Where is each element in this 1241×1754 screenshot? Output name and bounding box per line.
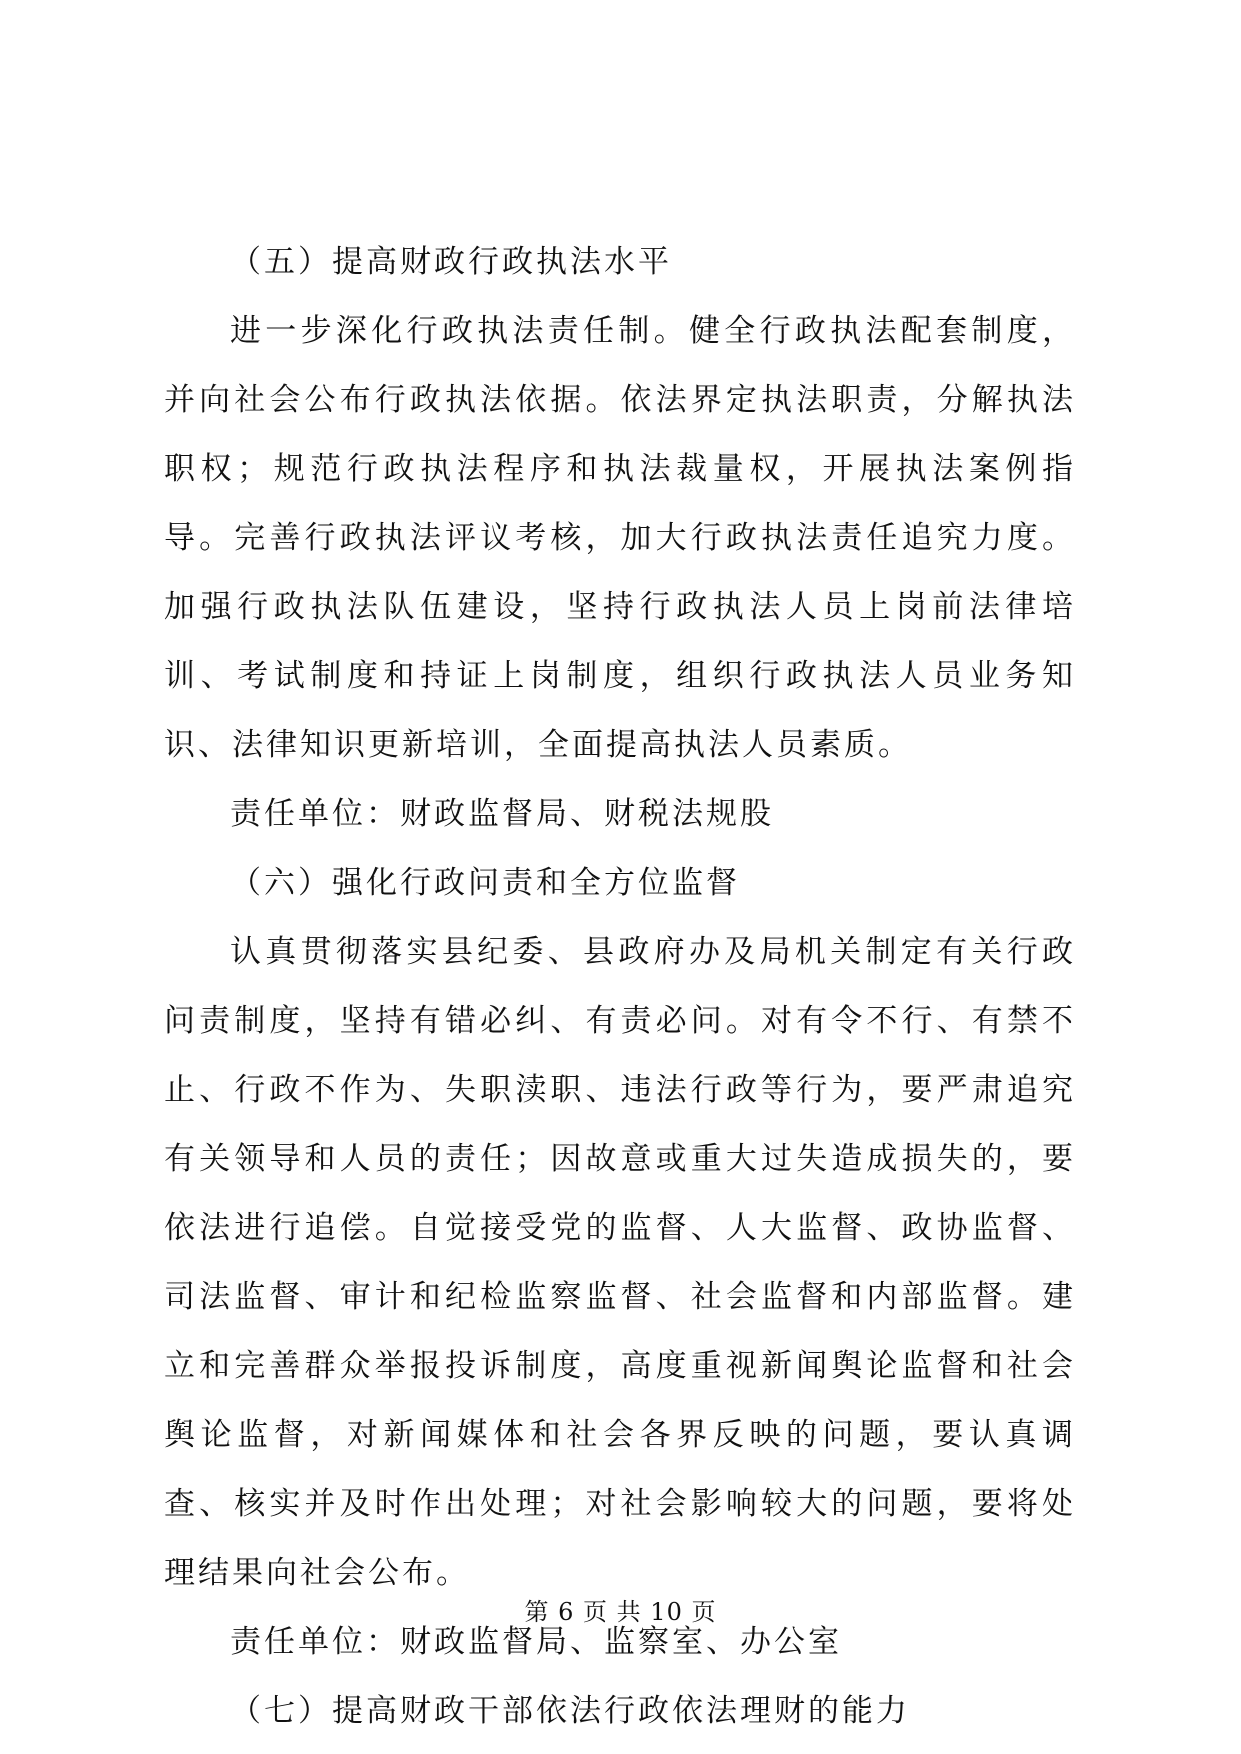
- page-footer: 第 6 页 共 10 页: [524, 1598, 717, 1626]
- responsible-unit: 责任单位：财政监督局、监察室、办公室: [230, 1624, 842, 1660]
- section-heading-7: （七）提高财政干部依法行政依法理财的能力: [230, 1693, 910, 1729]
- responsible-unit: 责任单位：财政监督局、财税法规股: [230, 796, 774, 832]
- body-paragraph: 认真贯彻落实县纪委、县政府办及局机关制定有关行政问责制度，坚持有错必纠、有责必问。对有令不行、有禁不止、行政不作为、失职渎职、违法行政等行为，要严肃追究有关领导和人员的责任；因故意或重大过失造成损失的，要依法进行追偿。自觉接受党的监督、人大监督、政协监督、司法监督、审计和纪检监察监督、社会监督和内部监督。建立和完善群众举报投诉制度，高度重视新闻舆论监督和社会舆论监督，对新闻媒体和社会各界反映的问题，要认真调查、核实并及时作出处理；对社会影响较大的问题，要将处理结果向社会公布。: [164, 934, 1076, 1591]
- body-paragraph: 进一步深化行政执法责任制。健全行政执法配套制度，并向社会公布行政执法依据。依法界定执法职责，分解执法职权；规范行政执法程序和执法裁量权，开展执法案例指导。完善行政执法评议考核，加大行政执法责任追究力度。加强行政执法队伍建设，坚持行政执法人员上岗前法律培训、考试制度和持证上岗制度，组织行政执法人员业务知识、法律知识更新培训，全面提高执法人员素质。: [164, 313, 1076, 763]
- section-heading-5: （五）提高财政行政执法水平: [230, 244, 672, 280]
- document-body: [164, 228, 1076, 1746]
- section-heading-6: （六）强化行政问责和全方位监督: [230, 865, 740, 901]
